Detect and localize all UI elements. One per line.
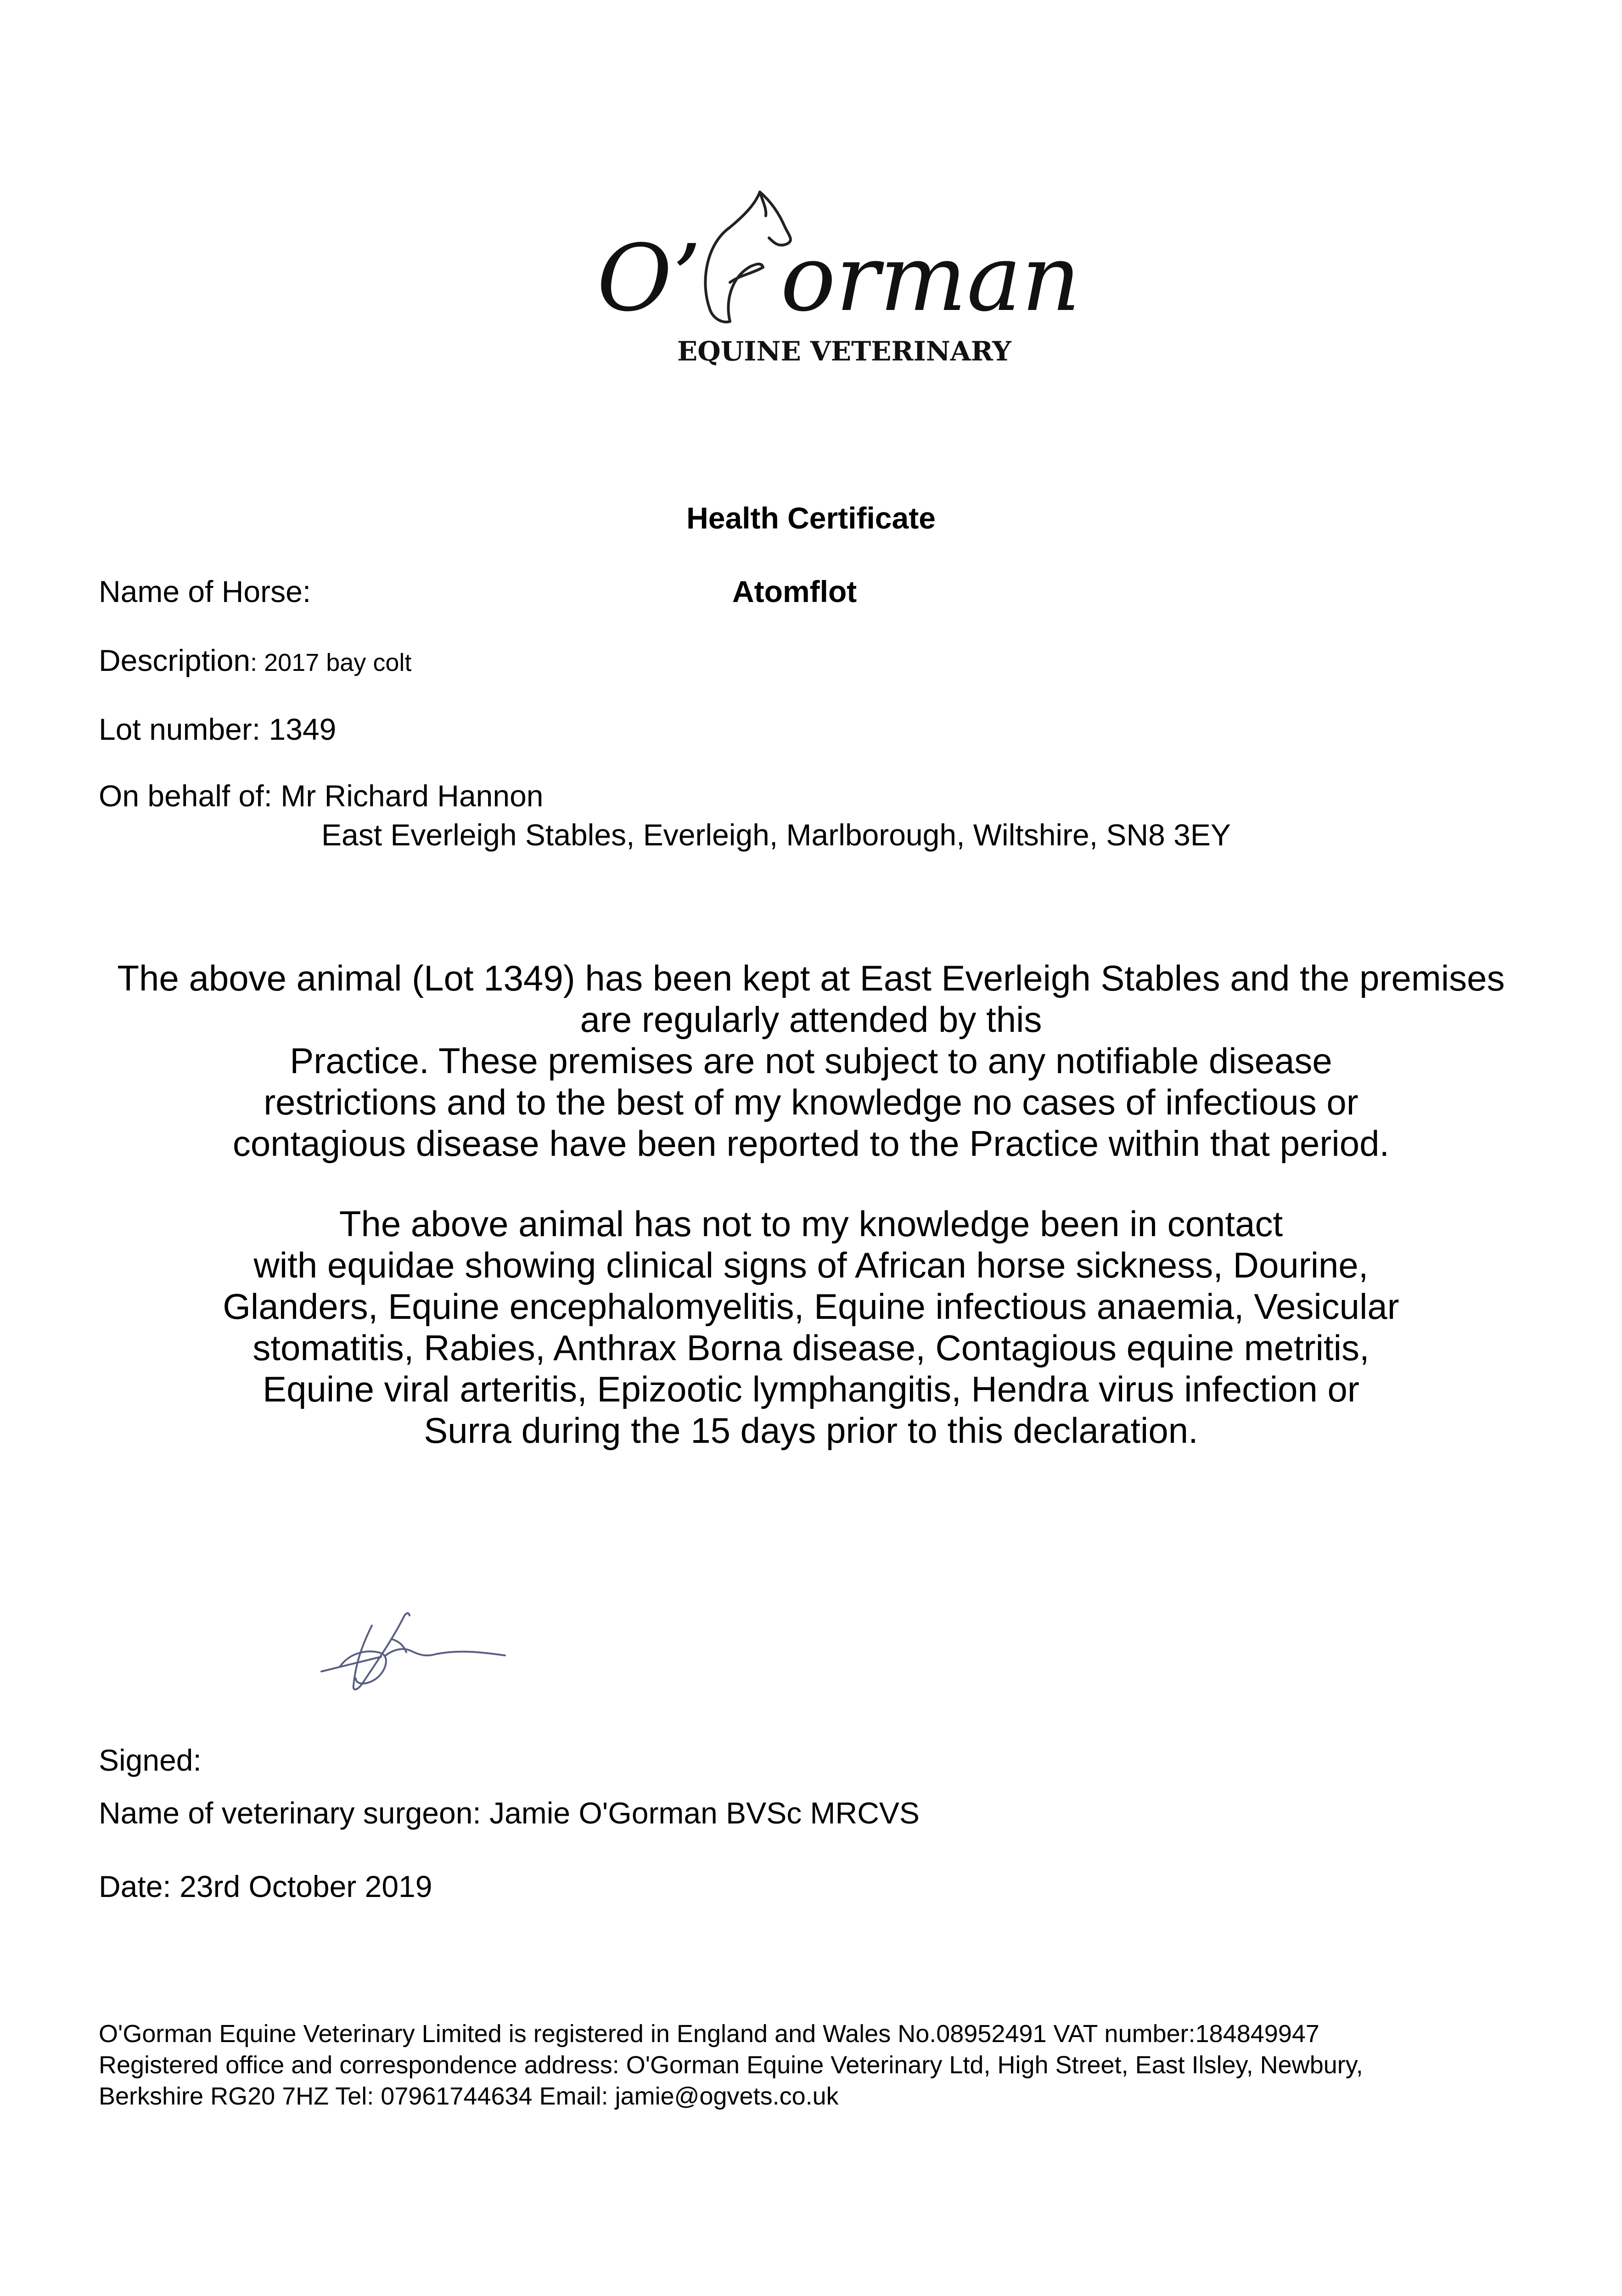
footer-line: Registered office and correspondence address: O'Gorman Equine Veterinary Ltd, High Street, East Ilsley, Newbury, [99,2051,1363,2079]
lot-number-line: Lot number: 1349 [99,712,337,746]
description-value: : 2017 bay colt [250,649,412,676]
declaration-line: are regularly attended by this [580,999,1042,1040]
declaration-line: Glanders, Equine encephalomyelitis, Equine infectious anaemia, Vesicular [223,1286,1399,1327]
declaration-paragraph-contact [92,1203,1530,1451]
declaration-paragraph-premises [92,957,1530,1164]
declaration-line: Surra during the 15 days prior to this declaration. [424,1410,1198,1451]
horse-name-label: Name of Horse: [99,574,311,608]
svg-text:O’: O’ [597,225,702,332]
on-behalf-line: On behalf of: Mr Richard Hannon [99,779,544,813]
horse-head-icon [705,192,791,322]
declaration-line: restrictions and to the best of my knowledge no cases of infectious or [264,1082,1358,1122]
footer-line: O'Gorman Equine Veterinary Limited is registered in England and Wales No.08952491 VAT number:184849947 [99,2020,1319,2048]
date-line: Date: 23rd October 2019 [99,1869,432,1903]
company-logo [592,184,1081,367]
signed-label: Signed: [99,1743,202,1777]
owner-address: East Everleigh Stables, Everleigh, Marlborough, Wiltshire, SN8 3EY [321,818,1231,852]
declaration-line: The above animal (Lot 1349) has been kept at East Everleigh Stables and the premises [117,958,1505,998]
company-footer [99,2018,1363,2112]
certificate-title: Health Certificate [686,501,936,535]
declaration-line: The above animal has not to my knowledge been in contact [339,1204,1283,1244]
declaration-line: contagious disease have been reported to the Practice within that period. [232,1123,1390,1164]
svg-text:orman: orman [780,225,1081,332]
description-label: Description [99,643,251,677]
declaration-line: stomatitis, Rabies, Anthrax Borna disease, Contagious equine metritis, [253,1328,1369,1368]
handwritten-signature [312,1598,519,1704]
description-line [99,643,411,678]
horse-name-value: Atomflot [732,574,857,608]
declaration-line: Equine viral arteritis, Epizootic lymphangitis, Hendra virus infection or [263,1369,1359,1409]
footer-line: Berkshire RG20 7HZ Tel: 07961744634 Email: jamie@ogvets.co.uk [99,2082,839,2110]
declaration-line: with equidae showing clinical signs of African horse sickness, Dourine, [253,1245,1369,1285]
logo-subtitle: EQUINE VETERINARY [677,336,1011,367]
declaration-line: Practice. These premises are not subject to any notifiable disease [290,1041,1332,1081]
veterinary-surgeon-line: Name of veterinary surgeon: Jamie O'Gorman BVSc MRCVS [99,1796,920,1830]
